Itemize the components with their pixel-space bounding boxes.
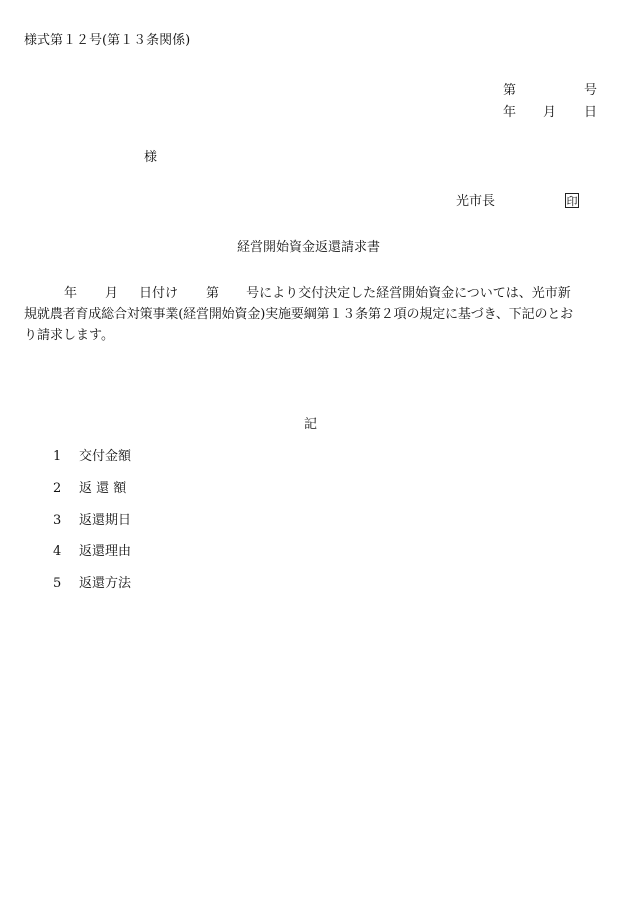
- item-label: 返還理由: [79, 544, 132, 559]
- seal-mark: 印: [566, 195, 578, 208]
- document-title: 経営開始資金返還請求書: [237, 240, 381, 255]
- item-number: 5: [53, 576, 62, 591]
- date-year: 年: [503, 105, 517, 120]
- item-label: 返 還 額: [79, 481, 127, 496]
- item-label: 交付金額: [79, 449, 132, 464]
- body-line-3: り請求します。: [24, 328, 114, 343]
- addressee-sama: 様: [144, 150, 158, 165]
- form-number: 様式第１２号(第１３条関係): [24, 33, 191, 48]
- item-number: 3: [53, 513, 62, 528]
- doc-number-go: 号: [584, 83, 598, 98]
- date-month: 月: [543, 105, 557, 120]
- body-text: [24, 283, 606, 346]
- doc-number-dai: 第: [503, 83, 517, 98]
- body-line-2: 規就農者育成総合対策事業(経営開始資金)実施要綱第１３条第２項の規定に基づき、下記のとお: [24, 307, 574, 322]
- item-label: 返還方法: [79, 576, 132, 591]
- item-number: 1: [53, 449, 62, 464]
- body-line-1: 年 月 日付け 第 号により交付決定した経営開始資金については、光市新: [64, 286, 571, 301]
- date-day: 日: [584, 105, 598, 120]
- issuer-title: 光市長: [456, 194, 496, 209]
- item-number: 4: [53, 544, 62, 559]
- item-number: 2: [53, 481, 62, 496]
- item-label: 返還期日: [79, 513, 132, 528]
- ki-heading: 記: [304, 417, 318, 432]
